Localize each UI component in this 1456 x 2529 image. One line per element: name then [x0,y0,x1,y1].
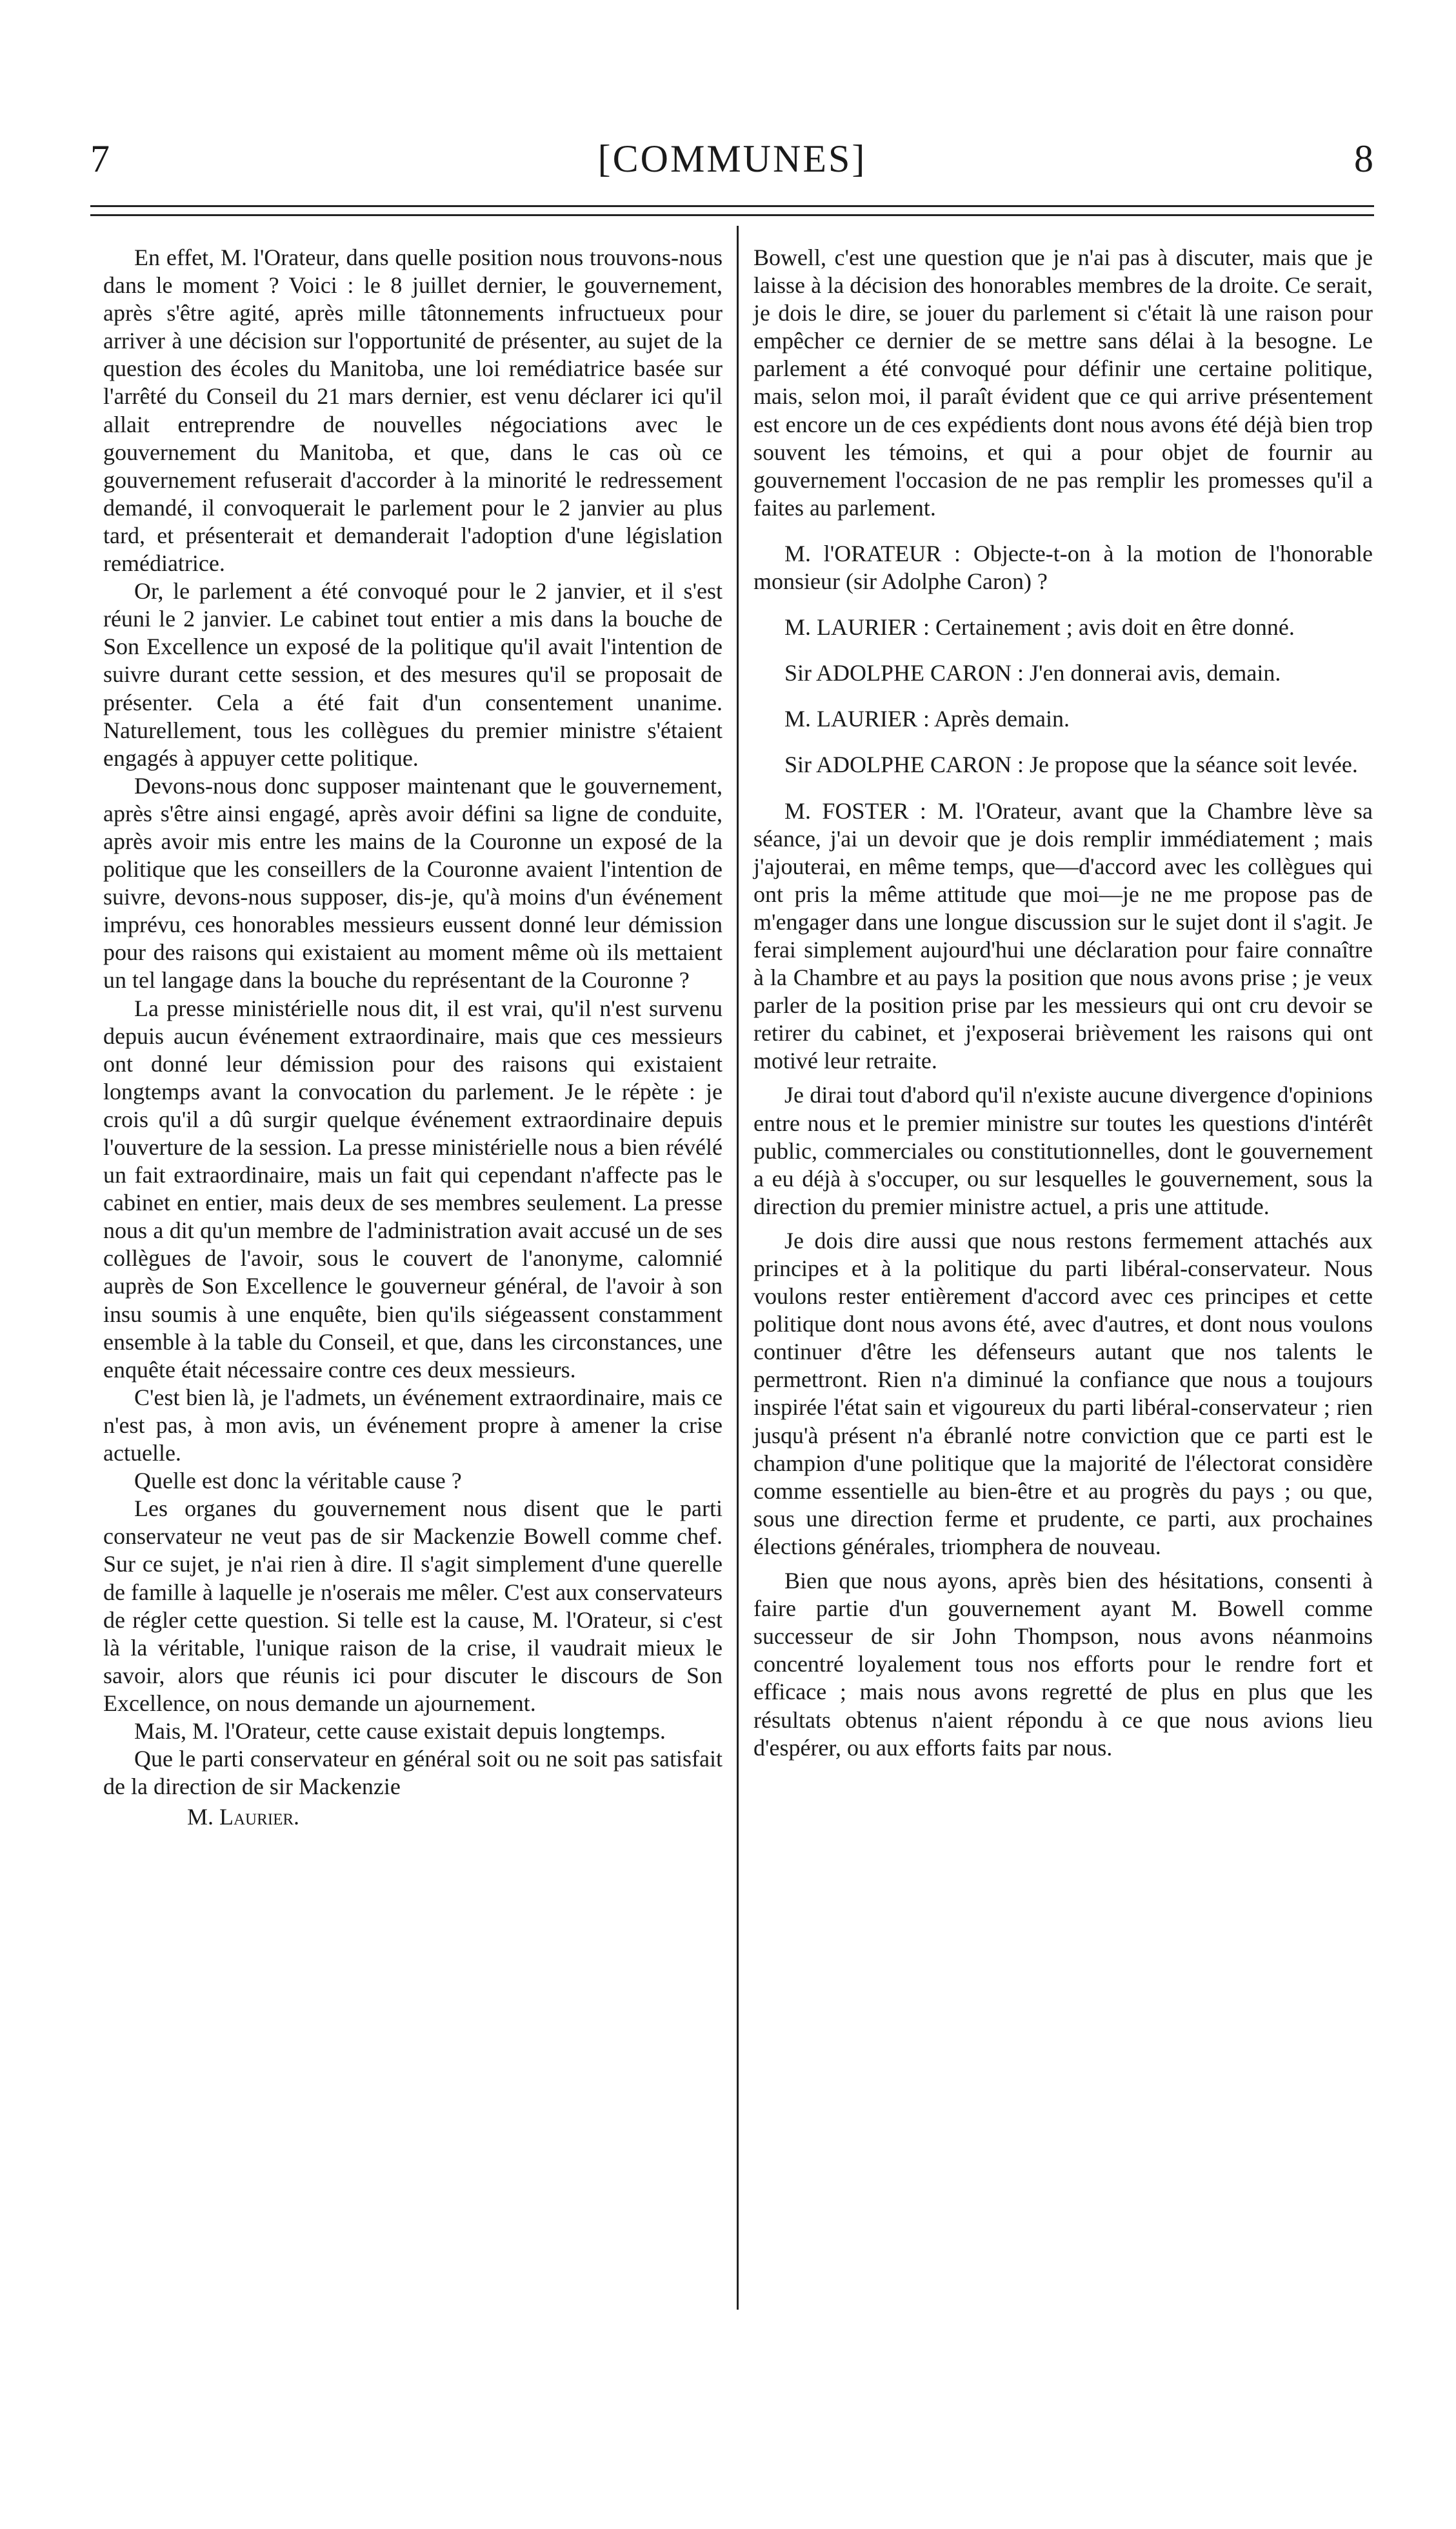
paragraph: Mais, M. l'Orateur, cette cause existait depuis longtemps. [134,1717,666,1744]
page-header [90,137,1374,195]
header-rule-top [90,205,1374,207]
header-rule-bottom [90,214,1374,216]
paragraph: La presse ministérielle nous dit, il est vrai, qu'il n'est survenu depuis aucun événement extraordinaire, mais que ces messieurs ont donné leur démission pour des raisons qui existaient longtemps avant la convocation du parlement. Je le répète : je crois qu'il a dû surgir quelque événement extraordinaire depuis l'ouverture de la session. La presse ministérielle nous a bien révélé un fait extraordinaire, mais un fait qui cependant n'affecte pas le cabinet en entier, mais deux de ses membres seulement. La presse nous a dit qu'un membre de l'administration avait accusé un de ses collègues de l'avoir, sous le couvert de l'anonyme, calomnié auprès de Son Excellence le gouverneur général, de l'avoir à son insu soumis à une enquête, bien qu'ils siégeassent constamment ensemble à la table du Conseil, et que, dans les circonstances, une enquête était nécessaire contre ces deux messieurs. [103,995,723,1383]
paragraph: M. LAURIER : Certainement ; avis doit en être donné. [784,614,1295,641]
paragraph: Quelle est donc la véritable cause ? [134,1468,462,1494]
paragraph: Bien que nous ayons, après bien des hésitations, consenti à faire partie d'un gouvernement ayant M. Bowell comme successeur de sir John Thompson, nous avons néanmoins concentré loyalement tous nos efforts pour le rendre fort et efficace ; mais nous avons regretté de plus en plus que les résultats obtenus n'aient répondu à ce que nous avions lieu d'espérer, ou aux efforts faits par nous. [753,1568,1373,1761]
paragraph: Or, le parlement a été convoqué pour le 2 janvier, et il s'est réuni le 2 janvier. Le cabinet tout entier a mis dans la bouche de Son Excellence un exposé de la politique qu'il avait l'intention de suivre durant cette session, et des mesures qu'il se proposait de présenter. Cela a été fait d'un consentement unanime. Naturellement, tous les collègues du premier ministre s'étaient engagés à appuyer cette politique. [103,578,723,771]
right-page-number: 8 [1354,137,1374,180]
paragraph: Sir ADOLPHE CARON : J'en donnerai avis, demain. [784,660,1281,686]
paragraph: M. LAURIER : Après demain. [784,706,1070,732]
paragraph: C'est bien là, je l'admets, un événement extraordinaire, mais ce n'est pas, à mon avis, un événement propre à amener la crise actuelle. [103,1384,723,1466]
paragraph: Sir ADOLPHE CARON : Je propose que la séance soit levée. [784,752,1358,778]
right-column [753,244,1373,1762]
running-signature: M. Laurier. [187,1804,300,1830]
paragraph: M. l'ORATEUR : Objecte-t-on à la motion de l'honorable monsieur (sir Adolphe Caron) ? [753,540,1373,595]
paragraph: Les organes du gouvernement nous disent que le parti conservateur ne veut pas de sir Mackenzie Bowell comme chef. Sur ce sujet, je n'ai rien à dire. Il s'agit simplement d'une querelle de famille à laquelle je n'oserais me mêler. C'est aux conservateurs de régler cette question. Si telle est la cause, M. l'Orateur, si c'est là la véritable, l'unique raison de la crise, il vaudrait mieux le savoir, alors que réunis ici pour discuter le discours de Son Excellence, on nous demande un ajournement. [103,1495,723,1716]
left-column [103,244,723,1831]
paragraph: Bowell, c'est une question que je n'ai pas à discuter, mais que je laisse à la décision des honorables membres de la droite. Ce serait, je dois le dire, se jouer du parlement si c'était là une raison pour empêcher ce dernier de se mettre sans délai à la besogne. Le parlement a été convoqué pour définir une certaine politique, mais, selon moi, il paraît évident que ce qui arrive présentement est encore un de ces expédients dont nous avons été déjà bien trop souvent les témoins, et qui a pour objet de fournir au gouvernement l'occasion de ne pas remplir les promesses qu'il a faites au parlement. [753,245,1373,521]
paragraph: Que le parti conservateur en général soit ou ne soit pas satisfait de la direction de sir Mackenzie [103,1746,723,1800]
paragraph: Je dirai tout d'abord qu'il n'existe aucune divergence d'opinions entre nous et le premier ministre sur toutes les questions d'intérêt public, commerciales ou constitutionnelles, dont le gouvernement a eu déjà à s'occuper, ou sur lesquelles le gouvernement, sous la direction du premier ministre actuel, a pris une attitude. [753,1082,1373,1219]
paragraph: Devons-nous donc supposer maintenant que le gouvernement, après s'être ainsi engagé, après avoir défini sa ligne de conduite, après avoir mis entre les mains de la Couronne un exposé de la politique que les conseillers de la Couronne avaient l'intention de suivre, devons-nous supposer, dis-je, qu'à moins d'un événement imprévu, ces honorables messieurs eussent donné leur démission pour des raisons qui existaient au moment même où ils mettaient un tel langage dans la bouche du représentant de la Couronne ? [103,772,723,994]
paragraph: M. FOSTER : M. l'Orateur, avant que la Chambre lève sa séance, j'ai un devoir que je dois remplir immédiatement ; mais j'ajouterai, en même temps, que—d'accord avec les collègues qui ont pris la même attitude que moi—je ne me propose pas de m'engager dans une longue discussion sur le sujet dont il s'agit. Je ferai simplement aujourd'hui une déclaration pour faire connaître à la Chambre et au pays la position que nous avons prise ; je veux parler de la position prise par les messieurs qui ont cru devoir se retirer du cabinet, et j'exposerai brièvement les raisons qui ont motivé leur retraite. [753,797,1373,1074]
section-title: [COMMUNES] [597,137,867,180]
left-page-number: 7 [90,137,110,180]
column-divider [737,226,739,2310]
paragraph: En effet, M. l'Orateur, dans quelle position nous trouvons-nous dans le moment ? Voici : le 8 juillet dernier, le gouvernement, après s'être agité, après mille tâtonnements infructueux pour arriver à une décision sur l'opportunité de présenter, au sujet de la question des écoles du Manitoba, une loi remédiatrice basée sur l'arrêté du Conseil du 21 mars dernier, est venu déclarer ici qu'il allait entreprendre de nouvelles négociations avec le gouvernement du Manitoba, et que, dans le cas où ce gouvernement refuserait d'accorder à la minorité le redressement demandé, il convoquerait le parlement pour le 2 janvier au plus tard, et présenterait et demanderait l'adoption d'une législation remédiatrice. [103,245,723,577]
paragraph: Je dois dire aussi que nous restons fermement attachés aux principes et à la politique du parti libéral-conservateur. Nous voulons rester entièrement d'accord avec ces principes et cette politique dont nous avons été, avec d'autres, et dont nous voulons continuer d'être les défenseurs autant que nos talents le permettront. Rien n'a diminué la confiance que nous a toujours inspirée l'état sain et vigoureux du parti libéral-conservateur ; rien jusqu'à présent n'a ébranlé notre conviction que ce parti est le champion d'une politique que la majorité de l'électorat considère comme essentielle au bien-être et au progrès du pays ; ou que, sous une direction ferme et prudente, ce parti, aux prochaines élections générales, triomphera de nouveau. [753,1227,1373,1559]
